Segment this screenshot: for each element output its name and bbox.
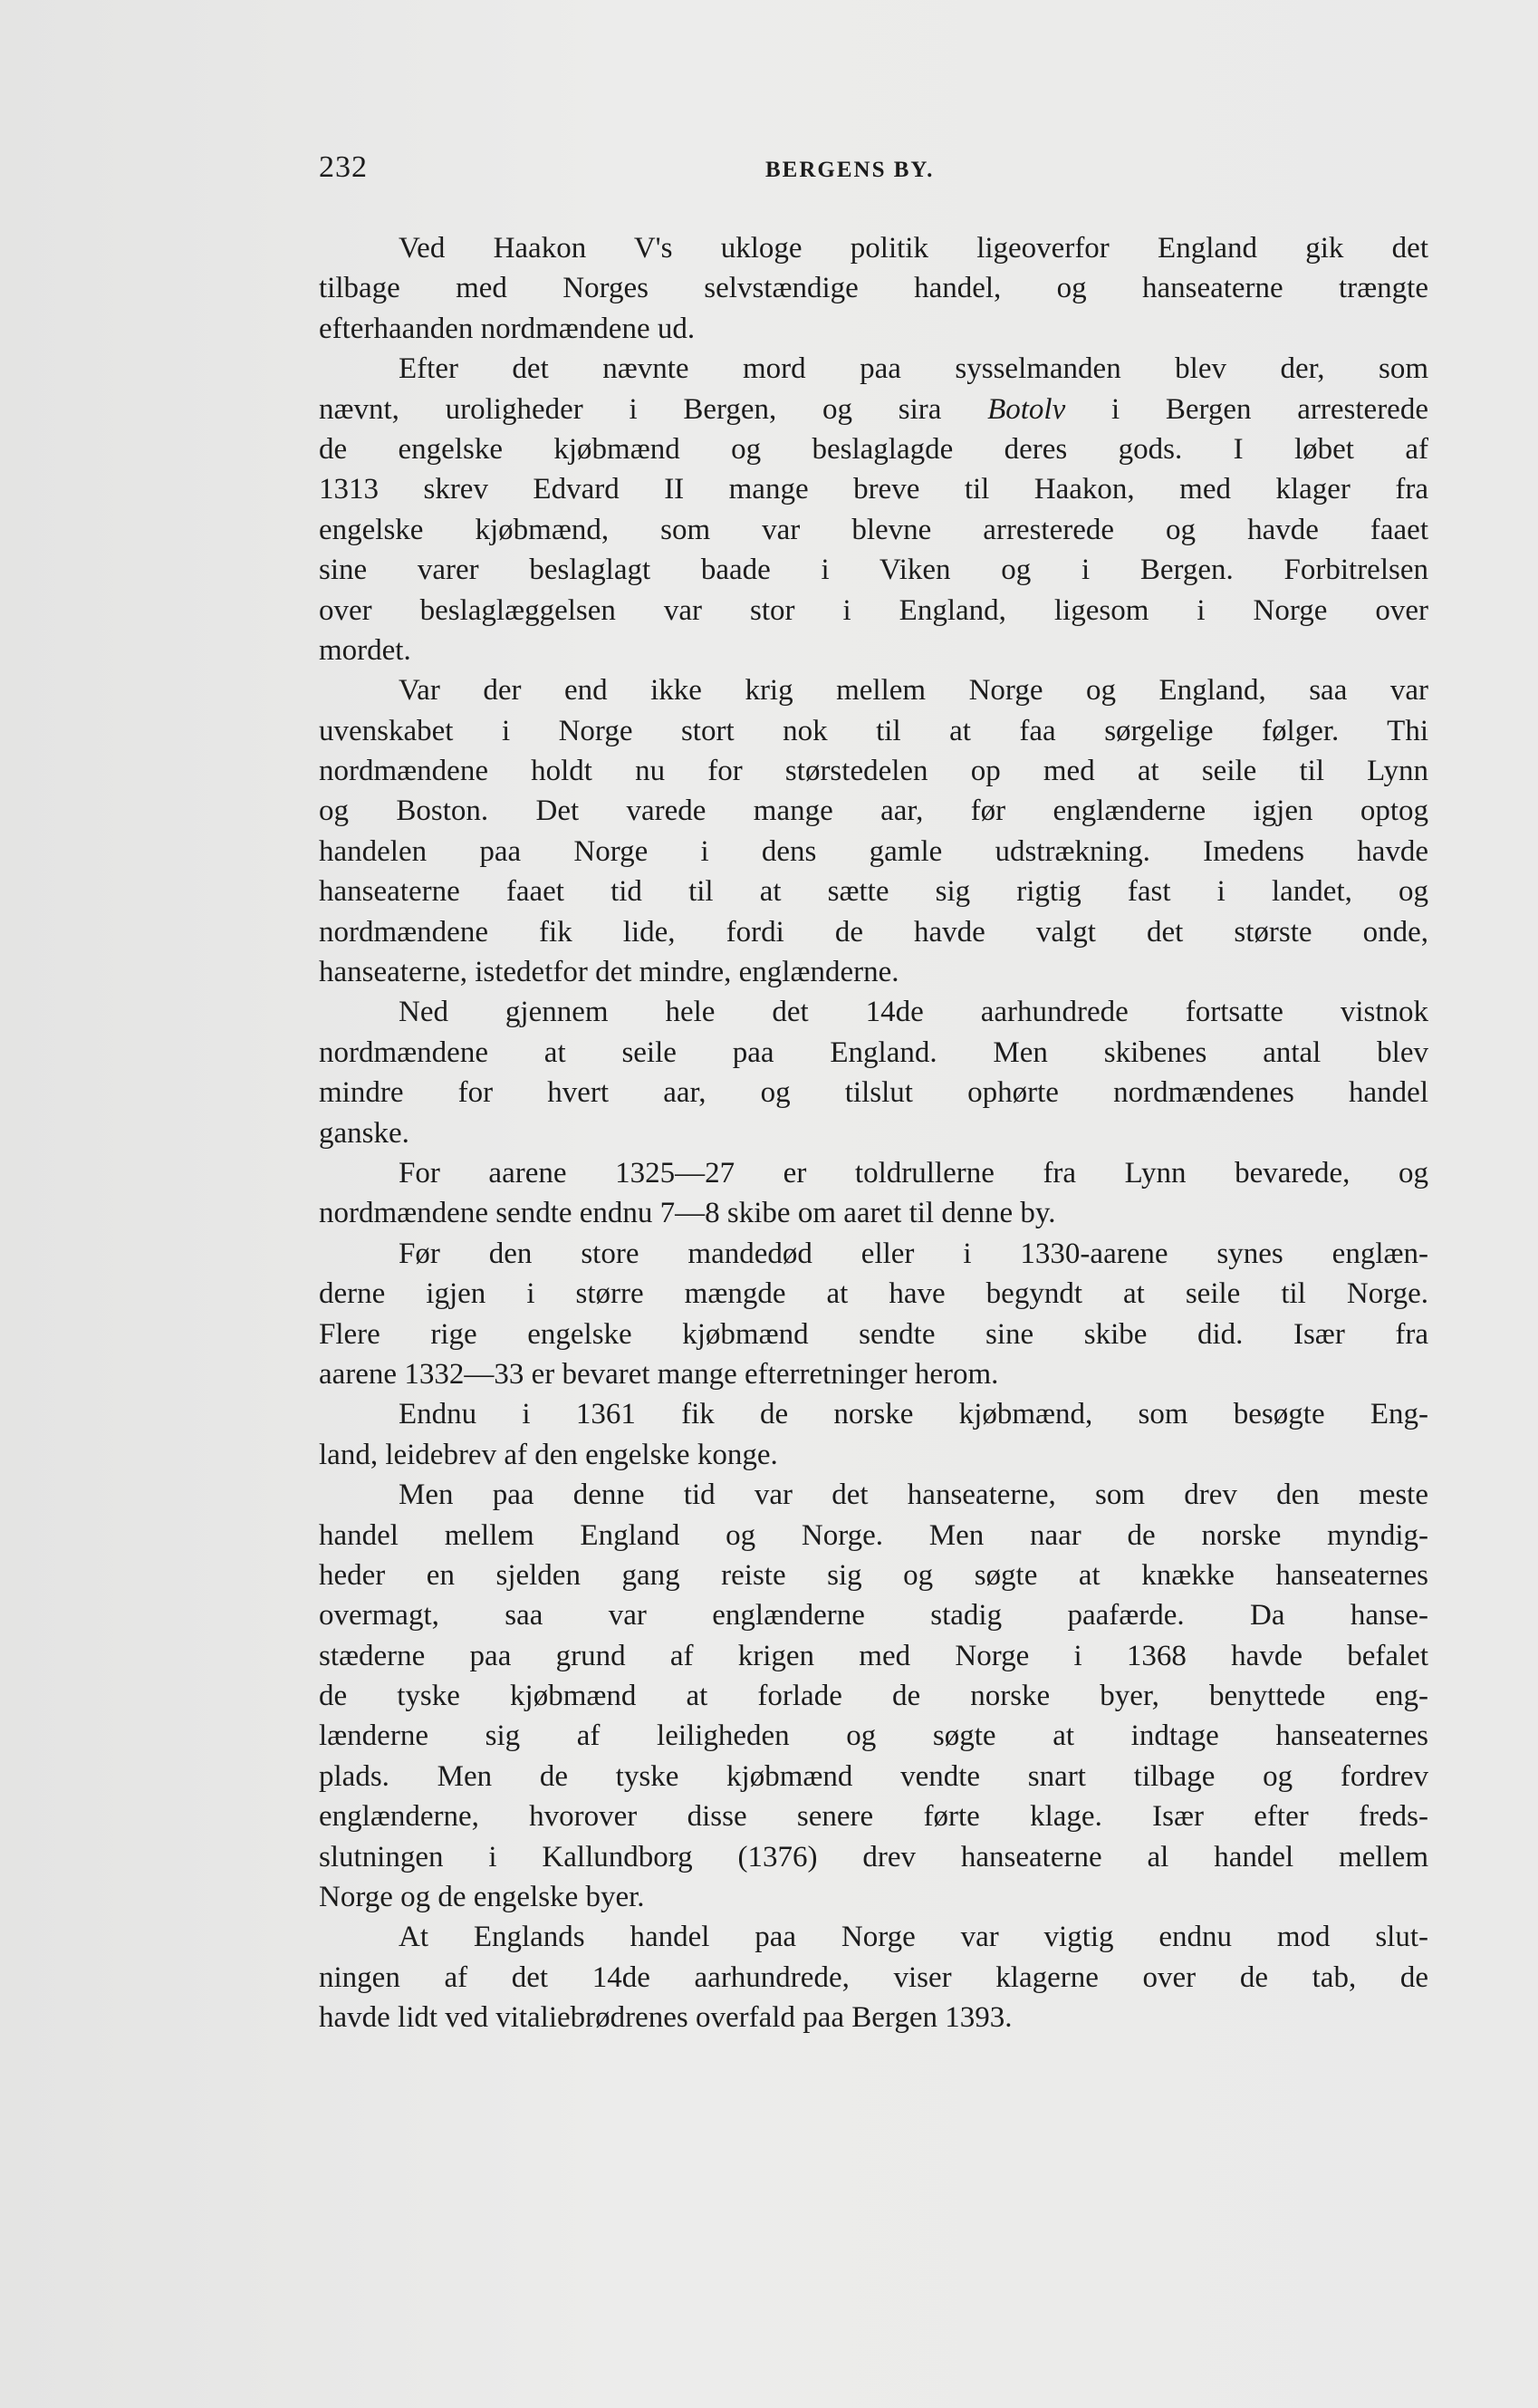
text-line: nævnt, uroligheder i Bergen, og sira Botolv i Bergen arresterede <box>319 392 1428 426</box>
text-line: derne igjen i større mængde at have begyndt at seile til Norge. <box>319 1277 1428 1311</box>
text-line: sine varer beslaglagt baade i Viken og i Bergen. Forbitrelsen <box>319 554 1428 587</box>
text-line: nordmændene fik lide, fordi de havde valgt det største onde, <box>319 915 1428 949</box>
text-line: mordet. <box>319 633 411 667</box>
text-line: engelske kjøbmænd, som var blevne arresterede og havde faaet <box>319 513 1428 546</box>
text-line: Men paa denne tid var det hanseaterne, som drev den meste <box>399 1479 1428 1512</box>
text-line: Efter det nævnte mord paa sysselmanden blev der, som <box>399 352 1428 386</box>
text-line: Flere rige engelske kjøbmænd sendte sine skibe did. Især fra <box>319 1317 1428 1351</box>
text-line: nordmændene holdt nu for størstedelen op med at seile til Lynn <box>319 755 1428 788</box>
text-line: Ned gjennem hele det 14de aarhundrede fortsatte vistnok <box>399 996 1428 1029</box>
text-line: aarene 1332—33 er bevaret mange efterretninger herom. <box>319 1357 999 1391</box>
text-line: ningen af det 14de aarhundrede, viser klagerne over de tab, de <box>319 1960 1428 1994</box>
text-line: 1313 skrev Edvard II mange breve til Haakon, med klager fra <box>319 473 1428 506</box>
text-line: de engelske kjøbmænd og beslaglagde deres gods. I løbet af <box>319 432 1428 466</box>
text-line: havde lidt ved vitaliebrødrenes overfald paa Bergen 1393. <box>319 2001 1013 2035</box>
text-line: mindre for hvert aar, og tilslut ophørte nordmændenes handel <box>319 1076 1428 1110</box>
page-header <box>319 150 1428 190</box>
text-line: Ved Haakon V's ukloge politik ligeoverfor England gik det <box>399 232 1428 265</box>
text-line: slutningen i Kallundborg (1376) drev hanseaterne al handel mellem <box>319 1840 1428 1873</box>
text-line: englænderne, hvorover disse senere førte klage. Især efter freds- <box>319 1800 1428 1834</box>
text-line: lænderne sig af leiligheden og søgte at indtage hanseaternes <box>319 1719 1428 1753</box>
text-line: de tyske kjøbmænd at forlade de norske byer, benyttede eng- <box>319 1680 1428 1713</box>
text-line: tilbage med Norges selvstændige handel, og hanseaterne trængte <box>319 272 1428 305</box>
text-line: uvenskabet i Norge stort nok til at faa sørgelige følger. Thi <box>319 714 1428 747</box>
text-line: nordmændene at seile paa England. Men skibenes antal blev <box>319 1035 1428 1069</box>
text-line: stæderne paa grund af krigen med Norge i 1368 havde befalet <box>319 1639 1428 1672</box>
text-line: overmagt, saa var englænderne stadig paafærde. Da hanse- <box>319 1599 1428 1633</box>
italic-name: Botolv <box>987 392 1066 426</box>
text-line: efterhaanden nordmændene ud. <box>319 312 696 345</box>
text-line: handel mellem England og Norge. Men naar de norske myndig- <box>319 1518 1428 1552</box>
text-line: handelen paa Norge i dens gamle udstrækning. Imedens havde <box>319 834 1428 868</box>
text-line: Var der end ikke krig mellem Norge og England, saa var <box>399 674 1428 708</box>
text-line: hanseaterne faaet tid til at sætte sig rigtig fast i landet, og <box>319 875 1428 909</box>
text-line: At Englands handel paa Norge var vigtig endnu mod slut- <box>399 1921 1428 1954</box>
text-line: ganske. <box>319 1116 409 1150</box>
body-text <box>319 228 1428 2038</box>
text-line: hanseaterne, istedetfor det mindre, englænderne. <box>319 956 899 989</box>
text-line: og Boston. Det varede mange aar, før englænderne igjen optog <box>319 795 1428 828</box>
text-line: land, leidebrev af den engelske konge. <box>319 1438 778 1471</box>
text-line: plads. Men de tyske kjøbmænd vendte snart tilbage og fordrev <box>319 1759 1428 1793</box>
text-line: Endnu i 1361 fik de norske kjøbmænd, som besøgte Eng- <box>399 1398 1428 1431</box>
text-line: For aarene 1325—27 er toldrullerne fra Lynn bevarede, og <box>399 1156 1428 1190</box>
page-number: 232 <box>319 150 368 184</box>
text-line: nordmændene sendte endnu 7—8 skibe om aaret til denne by. <box>319 1197 1056 1230</box>
running-head: BERGENS BY. <box>765 158 935 182</box>
text-line: Før den store mandedød eller i 1330-aarene synes englæn- <box>399 1237 1428 1270</box>
text-line: heder en sjelden gang reiste sig og søgte at knække hanseaternes <box>319 1558 1428 1592</box>
text-line: over beslaglæggelsen var stor i England, ligesom i Norge over <box>319 593 1428 627</box>
text-line: Norge og de engelske byer. <box>319 1881 645 1914</box>
